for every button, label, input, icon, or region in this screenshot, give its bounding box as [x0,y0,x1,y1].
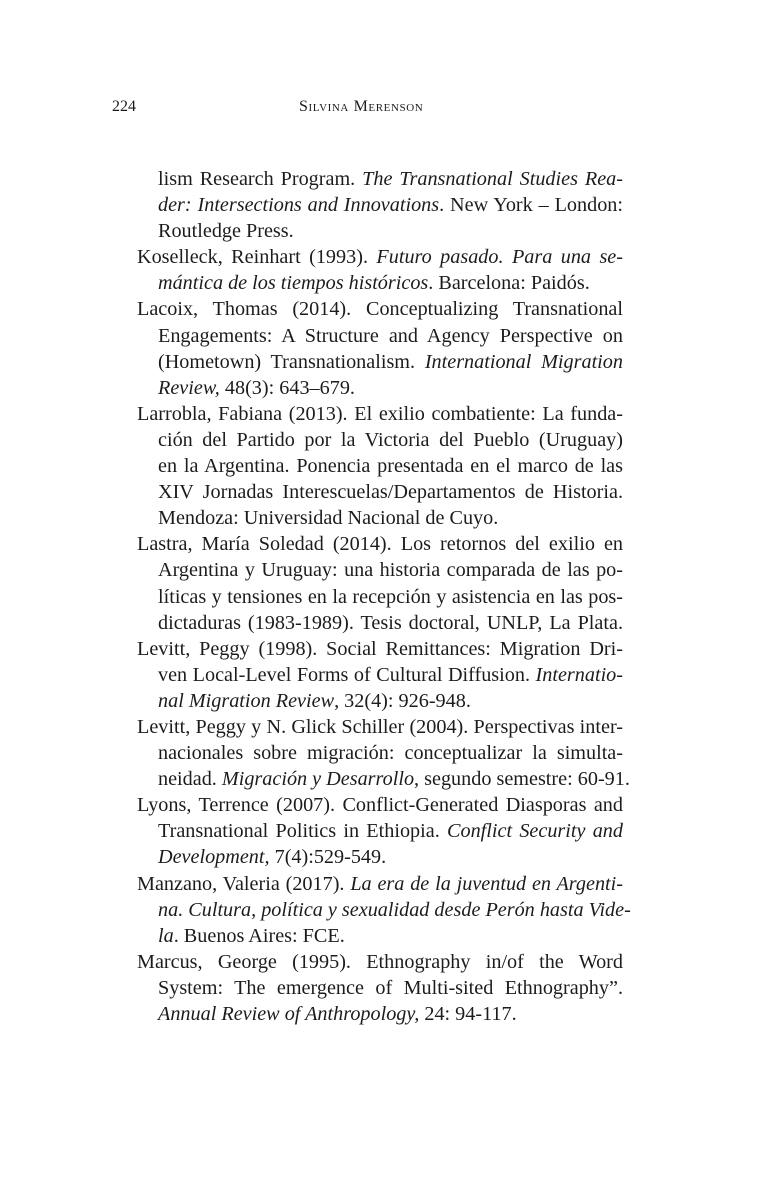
italic-title-text: Review, [158,376,220,399]
reference-line [158,270,623,296]
italic-title-text: mántica de los tiempos históricos [158,272,429,295]
reference-text: Mendoza: Universidad Nacional de Cuyo. [158,507,499,530]
reference-text: , segundo semestre: 60-91. [414,768,630,791]
reference-text: System: The emergence of Multi-sited Ethnography”. [158,976,623,999]
reference-entry-lyons [137,792,623,870]
reference-text: ción del Partido por la Victoria del Pueblo (Uruguay) [158,428,623,451]
reference-text: (Hometown) Transnationalism. [158,350,425,373]
reference-line [158,505,623,531]
italic-title-text: International Migration [424,350,623,373]
reference-line [158,688,623,714]
italic-title-text: Annual Review of Anthropology, [158,1003,420,1025]
reference-text: 24: 94-117. [419,1003,517,1025]
reference-text: nacionales sobre migración: conceptualizar la simulta- [158,742,623,765]
reference-line [137,792,623,818]
italic-title-text: Conflict Security and [447,820,623,843]
reference-line [158,557,623,583]
reference-text: Argentina y Uruguay: una historia comparada de las po- [158,559,623,582]
italic-title-text: nal Migration Review [158,689,335,712]
italic-title-text: Migración y Desarrollo [221,768,415,791]
reference-line [158,166,623,192]
reference-text: . New York – London: [439,194,623,217]
reference-text: 7(4):529-549. [269,846,387,869]
reference-line [137,296,623,322]
reference-line [137,949,623,975]
reference-text: . Buenos Aires: FCE. [173,924,345,947]
reference-entry-levitt-1998 [137,636,623,714]
reference-line [158,323,623,349]
reference-text: Engagements: A Structure and Agency Perspective on [158,324,623,347]
reference-entry-manzano [137,871,631,949]
reference-text: neidad. [158,768,222,791]
reference-text: líticas y tensiones en la recepción y asistencia en las pos- [158,585,623,608]
reference-line [158,662,623,688]
reference-line [137,636,623,662]
reference-text: Lastra, María Soledad (2014). Los retornos del exilio en [137,533,623,556]
reference-line [158,349,623,375]
italic-title-text: La era de la juventud en Argenti- [350,872,623,895]
reference-text: lism Research Program. [158,168,363,190]
italic-title-text: la [158,924,174,947]
reference-entry-lastra [137,531,623,635]
reference-text: Larrobla, Fabiana (2013). El exilio combatiente: La funda- [137,402,623,425]
reference-line [158,740,623,766]
reference-entry-larrobla [137,401,623,531]
reference-text: Lacoix, Thomas (2014). Conceptualizing Transnational [137,298,623,321]
reference-line [158,766,630,792]
reference-text: Koselleck, Reinhart (1993). [137,246,377,269]
reference-text: Routledge Press. [158,220,294,243]
reference-text: en la Argentina. Ponencia presentada en el marco de las [158,455,623,478]
reference-text: . Barcelona: Paidós. [428,272,590,295]
italic-title-text: Development, [158,846,270,869]
reference-line [137,714,623,740]
italic-title-text: Internatio- [535,663,623,686]
reference-text: 48(3): 643–679. [219,376,355,399]
reference-text: Levitt, Peggy (1998). Social Remittances: Migration Dri- [137,637,623,660]
reference-entry-levitt-glick-schiller-2004 [137,714,630,792]
reference-line [158,192,623,218]
reference-line [158,218,623,244]
reference-line [158,1001,623,1027]
italic-title-text: na. Cultura, política y sexualidad desde Perón hasta Vide- [158,898,631,921]
reference-line [137,871,623,897]
reference-entry-continuation [137,166,623,244]
reference-entry-lacoix [137,296,623,400]
reference-entry-koselleck [137,244,623,296]
reference-text: Levitt, Peggy y N. Glick Schiller (2004). Perspectivas inter- [137,715,623,738]
reference-line [137,244,623,270]
reference-list [137,166,631,1027]
reference-line [158,479,623,505]
reference-line [158,844,623,870]
reference-entry-marcus [137,949,623,1027]
reference-line [137,531,623,557]
italic-title-text: The Transnational Studies Rea- [362,168,623,190]
italic-title-text: der: Intersections and Innovations [158,194,440,217]
running-head-author: Silvina Merenson [299,98,424,115]
reference-line [158,610,623,636]
reference-line [158,584,623,610]
reference-text: Lyons, Terrence (2007). Conflict-Generated Diasporas and [137,794,623,817]
reference-text: Transnational Politics in Ethiopia. [158,820,448,843]
page-number: 224 [112,98,136,115]
italic-title-text: Futuro pasado. Para una se- [376,246,623,269]
reference-line [158,923,623,949]
reference-text: Marcus, George (1995). Ethnography in/of the Word [137,950,623,973]
reference-text: ven Local-Level Forms of Cultural Diffusion. [158,663,536,686]
reference-line [158,427,623,453]
reference-line [158,897,631,923]
reference-text: Manzano, Valeria (2017). [137,872,351,895]
reference-line [158,818,623,844]
reference-text: XIV Jornadas Interescuelas/Departamentos de Historia. [158,481,623,504]
reference-line [158,375,623,401]
reference-line [137,401,623,427]
reference-line [158,975,623,1001]
reference-line [158,453,623,479]
reference-text: dictaduras (1983-1989). Tesis doctoral, UNLP, La Plata. [158,611,623,634]
reference-text: , 32(4): 926-948. [334,689,471,712]
